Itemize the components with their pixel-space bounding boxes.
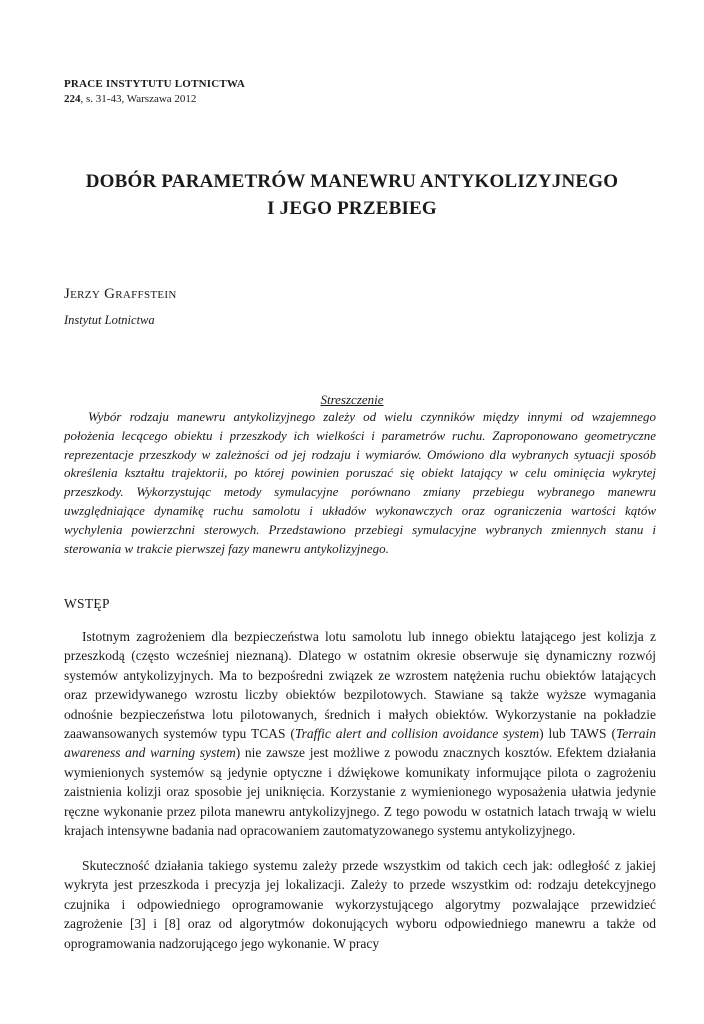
p1-part-b: ) lub TAWS (	[539, 726, 616, 742]
section-heading: WSTĘP	[64, 596, 110, 611]
title-line-2: I JEGO PRZEBIEG	[267, 198, 437, 219]
p1-part-a: Istotnym zagrożeniem dla bezpieczeństwa lotu samolotu lub innego obiektu latającego jest kolizja z przeszkodą (często wcześniej nieznaną). Dlatego w ostatnim okresie obserwuje się dynamiczny rozwój systemów antykolizyjnych. Ma to bezpośredni związek ze wzrostem natężenia ruchu obiektów latających oraz przewidywanego wzrostu liczby obiektów bezpilotowych. Stawiane są także wyższe wymagania odnośnie bezpieczeństwa lotu pilotowanych, średnich i małych obiektów. Wykorzystanie na pokładzie zaawansowanych systemów typu TCAS (	[64, 629, 656, 742]
p1-italic-taws: Terrain awareness and warning system	[64, 726, 656, 761]
p1-italic-tcas: Traffic alert and collision avoidance system	[294, 726, 540, 742]
p1-part-c: ) nie zawsze jest możliwe z powodu znacznych kosztów. Efektem działania wymienionych systemów są jedynie optyczne i dźwiękowe komunikaty informujące pilota o zagrożeniu zaistnienia kolizji oraz sposobie jej uniknięcia. Korzystanie z wymienionego wyposażenia ułatwia jedynie ręczne wykonanie przez pilota manewru antykolizyjnego. Z tego powodu w ostatnich latach trwają w wielu krajach intensywne badania nad opracowaniem zautomatyzowanego systemu antykolizyjnego.	[64, 745, 656, 839]
journal-citation	[64, 92, 245, 107]
author-name: Jerzy Graffstein	[64, 286, 177, 302]
journal-name: PRACE INSTYTUTU LOTNICTWA	[64, 78, 246, 90]
journal-volume: 224	[64, 93, 81, 105]
author-affiliation: Instytut Lotnictwa	[64, 313, 155, 327]
body-paragraph	[64, 627, 656, 840]
abstract-text: Wybór rodzaju manewru antykolizyjnego zależy od wielu czynników między innymi od wzajemnego położenia lecącego obiektu i przeszkody ich wielkości i parametrów ruchu. Zaproponowano geometryczne reprezentacje przeszkody w zależności od jej rodzaju i wymiarów. Omówiono dla wybranych sytuacji sposób określenia kształtu trajektorii, po której powinien poruszać się obiekt latający w celu ominięcia wykrytej przeszkody. Wykorzystując metody symulacyjne porównano zmiany przebiegu wybranego manewru uwzględniające dynamikę ruchu samolotu i układów wykonawczych oraz ograniczenia wartości kątów wychylenia powierzchni sterowych. Przedstawiono przebiegi symulacyjne wybranych zmiennych stanu i sterowania w trakcie pierwszej fazy manewru antykolizyjnego.	[64, 409, 656, 556]
body-paragraph: Skuteczność działania takiego systemu zależy przede wszystkim od takich cech jak: odległość z jakiej wykryta jest przeszkoda i precyzja jej lokalizacji. Zależy to przede wszystkim od: rodzaju detekcyjnego czujnika i odpowiedniego oprogramowanie wykorzystującego algorytmy pozwalające przewidzieć zagrożenie [3] i [8] oraz od algorytmów dokonujących wyboru odpowiedniego manewru a także od oprogramowania nadzorującego jego wykonanie. W pracy	[64, 858, 656, 951]
title-line-1: DOBÓR PARAMETRÓW MANEWRU ANTYKOLIZYJNEGO	[85, 171, 619, 192]
journal-pages: , s. 31-43, Warszawa 2012	[80, 93, 197, 105]
abstract-heading: Streszczenie	[320, 392, 384, 407]
paper-title	[40, 168, 664, 222]
journal-header	[64, 77, 245, 107]
